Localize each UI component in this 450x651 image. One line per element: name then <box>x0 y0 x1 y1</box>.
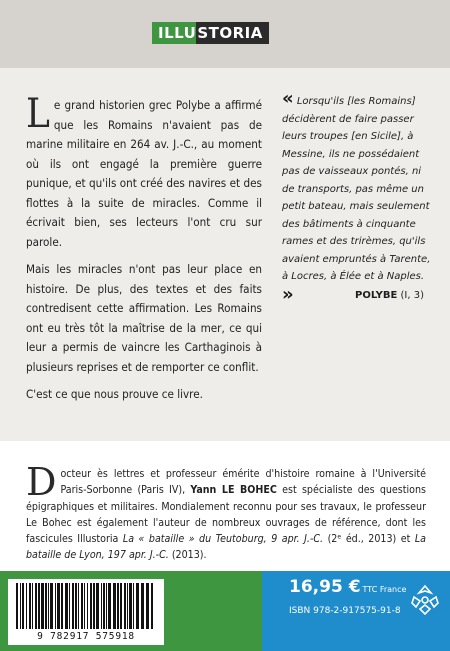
price-amount: 16,95 € <box>289 577 361 597</box>
barcode-bar <box>108 583 111 629</box>
barcode-bars <box>14 583 158 629</box>
barcode-bar <box>93 583 95 629</box>
barcode-bar <box>22 583 24 629</box>
summary-dropcap: L <box>26 91 50 137</box>
barcode-bar <box>78 583 79 629</box>
barcode-bar <box>57 583 60 629</box>
quote-close-mark: » <box>282 283 294 305</box>
summary-paragraph-3: C'est ce que nous prouve ce livre. <box>26 387 203 401</box>
barcode-bar <box>32 583 33 629</box>
barcode-bar <box>113 583 116 629</box>
barcode-number: 9 782917 575918 <box>37 631 135 642</box>
barcode-bar <box>90 583 92 629</box>
bio-text-3: (2ᵉ éd., 2013) et <box>323 533 415 546</box>
bio-title-1: La « bataille » du Teutoburg, 9 apr. J.-C. <box>122 533 324 546</box>
barcode-bar <box>136 583 139 629</box>
barcode-bar <box>124 583 126 629</box>
isbn: ISBN 978-2-917575-91-8 <box>289 606 401 616</box>
barcode-bar <box>38 583 40 629</box>
quote-open-mark: « <box>282 88 294 109</box>
barcode-bar <box>133 583 134 629</box>
polybe-quote <box>282 90 432 306</box>
barcode-bar <box>45 583 47 629</box>
bio-dropcap: D <box>26 460 57 504</box>
bio-text-1: octeur ès lettres et professeur émérite d'histoire romaine à l'Université Paris-Sorbonne (Paris IV), <box>60 468 426 497</box>
barcode-bar <box>20 583 21 629</box>
barcode-bar <box>69 583 70 629</box>
quote-author: POLYBE <box>355 290 398 301</box>
barcode-bar <box>117 583 119 629</box>
barcode-bar <box>35 583 37 629</box>
barcode-bar <box>87 583 88 629</box>
barcode-bar <box>103 583 105 629</box>
bio-author-name: Yann LE BOHEC <box>190 484 277 497</box>
barcode-bar <box>146 583 149 629</box>
summary-paragraph-1 <box>26 91 262 252</box>
barcode-bar <box>72 583 74 629</box>
barcode-bar <box>41 583 44 629</box>
barcode-bar <box>65 583 68 629</box>
barcode-bar <box>81 583 83 629</box>
barcode-bar <box>101 583 102 629</box>
bio-text-4: (2013). <box>168 549 207 562</box>
quote-attribution <box>355 290 424 301</box>
barcode-bar <box>75 583 77 629</box>
illustoria-logo <box>152 22 269 44</box>
quote-text: Lorsqu'ils [les Romains] décidèrent de faire passer leurs troupes [en Sicile], à Messine, ils ne possédaient pas de vaisseaux pontés, ni de transports, pas même un petit bateau, mais seulement des bâtiments à cinquante rames et des trirèmes, qu'ils avaient empruntés à Tarente, à Locres, à Élée et à Naples. <box>282 96 431 282</box>
barcode-bar <box>141 583 144 629</box>
barcode-bar <box>55 583 56 629</box>
barcode <box>8 579 164 645</box>
author-bio <box>26 460 426 564</box>
summary-text <box>26 91 262 413</box>
summary-p1-text: e grand historien grec Polybe a affirmé que les Romains n'avaient pas de marine militaire en 264 av. J.-C., au moment où ils ont engagé la première guerre punique, et qu'ils ont créé des navires et des flottes à la suite de miracles. Comme il écrivait bien, ses lecteurs l'ont cru sur parole. <box>26 98 262 249</box>
barcode-bar <box>120 583 122 629</box>
barcode-bar <box>151 583 153 629</box>
barcode-bar <box>127 583 128 629</box>
logo-part-storia: STORIA <box>196 22 269 44</box>
barcode-bar <box>48 583 49 629</box>
logo-part-illu: ILLU <box>152 22 196 44</box>
barcode-bar <box>26 583 27 629</box>
publisher-emblem-icon <box>408 583 442 617</box>
bio-text-2: est spécialiste des questions épigraphiques et militaires. Mondialement reconnu pour ses travaux, le professeur Le Bohec est également l'auteur de nombreux ouvrages de référence, dont les fascicules Illustoria <box>26 484 426 546</box>
barcode-bar <box>96 583 99 629</box>
price-suffix: TTC France <box>362 585 407 594</box>
barcode-bar <box>16 583 18 629</box>
bio-title-2: La bataille de Lyon, 197 apr. J.-C. <box>26 533 426 562</box>
summary-paragraph-2: Mais les miracles n'ont pas leur place en histoire. De plus, des textes et des faits contredisent cette affirmation. Les Romains ont eu très tôt la maîtrise de la mer, ce qui leur a permis de vaincre les Carthaginois à plusieurs reprises et de remporter ce conflit. <box>26 262 262 374</box>
quote-reference: (I, 3) <box>400 290 425 301</box>
barcode-bar <box>61 583 63 629</box>
barcode-bar <box>50 583 53 629</box>
barcode-bar <box>84 583 85 629</box>
barcode-bar <box>29 583 31 629</box>
price <box>289 577 406 597</box>
barcode-bar <box>129 583 132 629</box>
barcode-bar <box>106 583 107 629</box>
